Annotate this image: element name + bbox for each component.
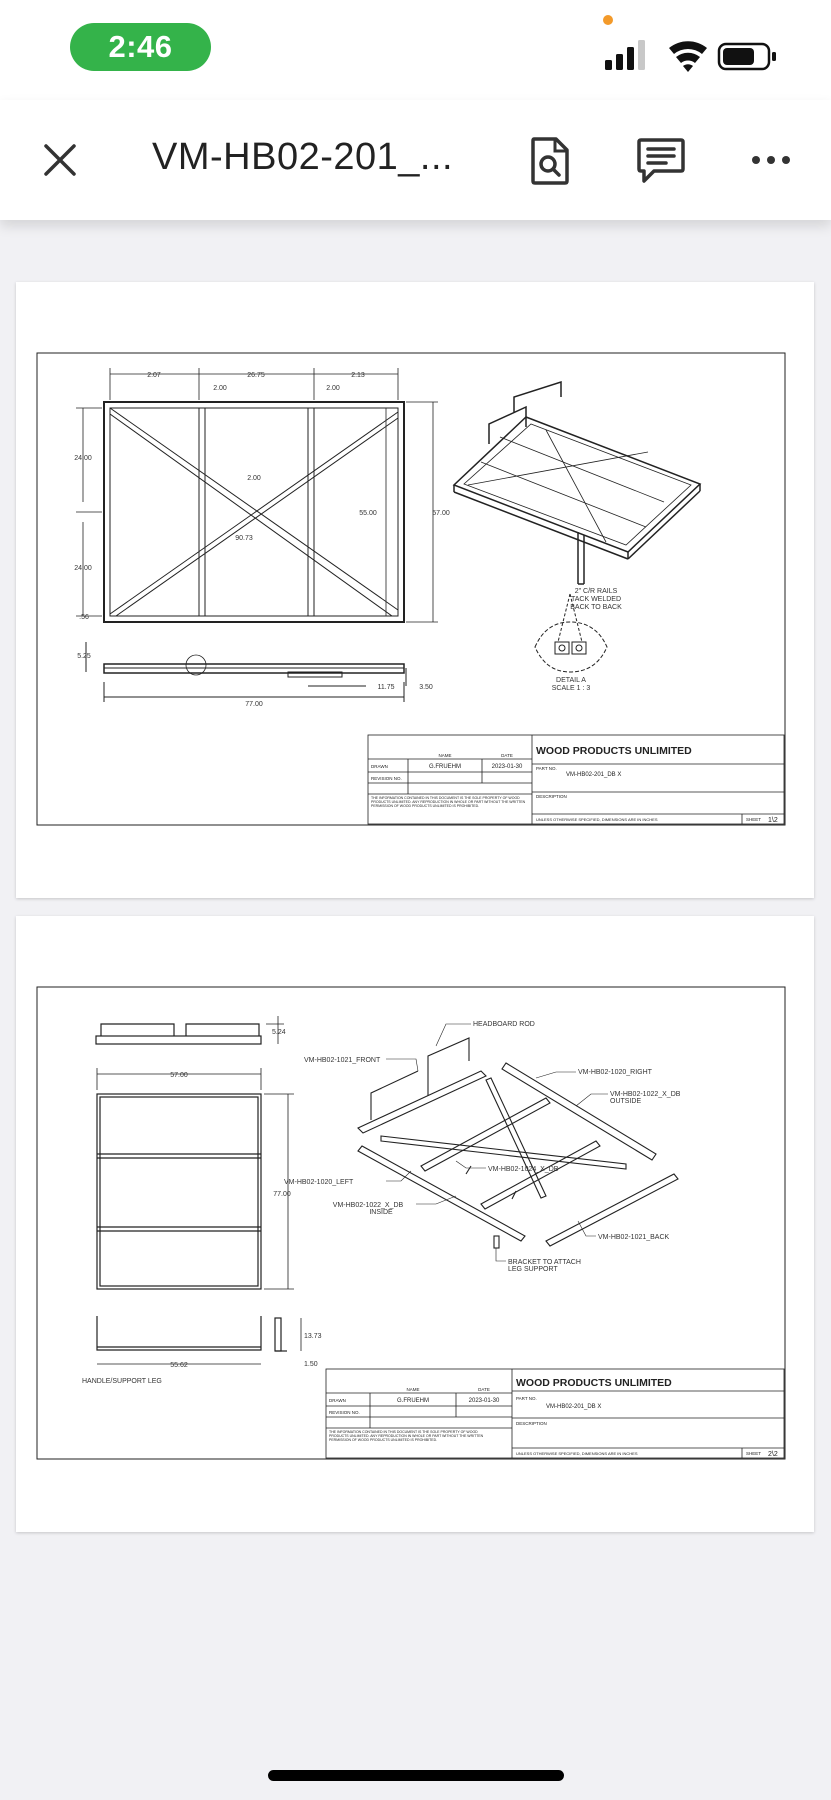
drawn-date: 2023-01-30 [491,764,523,770]
pdf-page-2[interactable] [16,916,814,1532]
note-line-3: BACK TO BACK [570,604,622,611]
notice-line-1: THE INFORMATION CONTAINED IN THIS DOCUMENT IS THE SOLE PROPERTY OF WOOD [329,1430,478,1434]
drawn-name: G.FRUEHM [429,764,461,770]
label-outside-2: OUTSIDE [610,1098,642,1105]
isometric-view [454,382,700,584]
wifi-icon [669,41,707,72]
home-indicator[interactable] [268,1770,564,1781]
note-line-1: 2" C/R RAILS [574,588,618,595]
dim-d9: 90.73 [235,535,253,542]
drawn-date: 2023-01-30 [468,1398,500,1404]
drawing-sheet-2 [36,986,786,1460]
company-name: WOOD PRODUCTS UNLIMITED [536,745,692,757]
part-label: PART NO. [516,1396,537,1401]
dim-d3: 2.13 [351,372,365,379]
note-line-2: TACK WELDED [570,596,622,603]
part-label: PART NO. [536,766,557,771]
part-number: VM-HB02-201_DB X [546,1404,602,1410]
top-view [96,1016,284,1044]
dim-d7: 24.00 [74,565,92,572]
battery-icon [719,44,776,69]
drawing-sheet-1 [36,352,786,826]
label-bracket-2: LEG SUPPORT [508,1266,558,1273]
notice-line-3: PERMISSION OF WOOD PRODUCTS UNLIMITED IS PROHIBITED. [329,1438,438,1442]
dim-d10: 55.00 [359,510,377,517]
date-header: DATE [501,753,513,758]
dim-d13: 5.25 [77,653,91,660]
company-name: WOOD PRODUCTS UNLIMITED [516,1377,672,1389]
handle-support-leg-view [97,1316,301,1364]
label-outside-1: VM-HB02-1022_X_DB [610,1091,681,1098]
privacy-indicator-dot [603,15,613,25]
sheet-number: 2\2 [768,1451,778,1458]
document-title: VM-HB02-201_... [152,136,454,178]
label-back: VM-HB02-1021_BACK [598,1234,670,1241]
label-handle: HANDLE/SUPPORT LEG [82,1378,162,1385]
dim-d1: 5.24 [272,1029,286,1036]
status-bar [0,0,831,100]
date-header: DATE [478,1387,490,1392]
label-inside-1: VM-HB02-1022_X_DB [332,1202,404,1209]
part-number: VM-HB02-201_DB X [566,772,622,778]
revision-label: REVISION NO. [329,1410,360,1415]
label-inside-2: INSIDE [369,1209,393,1216]
sheet-label: SHEET [746,1451,762,1456]
dim-d2: 57.00 [170,1072,188,1079]
notice-line-1: THE INFORMATION CONTAINED IN THIS DOCUMENT IS THE SOLE PROPERTY OF WOOD [371,796,520,800]
revision-label: REVISION NO. [371,776,402,781]
dim-d15: 3.50 [419,684,433,691]
label-bracket-1: BRACKET TO ATTACH [508,1259,581,1266]
dim-d14: 11.75 [377,684,395,691]
dim-d16: 77.00 [245,701,263,708]
document-search-icon[interactable] [528,136,572,186]
units-note: UNLESS OTHERWISE SPECIFIED, DIMENSIONS ARE IN INCHES [516,1451,638,1456]
dim-d8: 2.00 [247,475,261,482]
label-left: VM-HB02-1020_LEFT [284,1179,354,1186]
description-label: DESCRIPTION [536,794,567,799]
label-right: VM-HB02-1020_RIGHT [578,1069,652,1076]
pdf-page-1[interactable] [16,282,814,898]
signal-icon [605,40,645,70]
drawn-label: DRAWN [371,764,388,769]
document-toolbar [0,100,831,220]
dim-d4: 2.00 [213,385,227,392]
detail-scale: SCALE 1 : 3 [551,685,591,692]
dim-d4: 13.73 [304,1333,322,1340]
dimension-lines [76,368,438,622]
close-icon[interactable] [36,136,84,184]
label-front: VM-HB02-1021_FRONT [304,1057,381,1064]
dim-d11: 57.00 [432,510,450,517]
dim-d6: 24.00 [74,455,92,462]
dim-d2: 26.75 [247,372,265,379]
name-header: NAME [438,753,452,758]
comment-icon[interactable] [636,136,686,186]
more-icon[interactable] [750,150,792,170]
drawn-label: DRAWN [329,1398,346,1403]
description-label: DESCRIPTION [516,1421,547,1426]
dim-d1: 2.07 [147,372,161,379]
notice-line-3: PERMISSION OF WOOD PRODUCTS UNLIMITED IS PROHIBITED. [371,804,480,808]
label-center: VM-HB02-1024_X_DB [488,1166,559,1173]
dim-d5: 2.00 [326,385,340,392]
notice-line-2: PRODUCTS UNLIMITED. ANY REPRODUCTION IN WHOLE OR PART WITHOUT THE WRITTEN [371,800,526,804]
dim-d6: 1.50 [304,1361,318,1368]
dim-d5: 55.62 [170,1362,188,1369]
status-time[interactable]: 2:46 [70,23,211,71]
label-headboard-rod: HEADBOARD ROD [473,1021,535,1028]
dim-d3: 77.00 [273,1191,291,1198]
drawn-name: G.FRUEHM [397,1398,429,1404]
plan-view [97,1068,294,1289]
notice-line-2: PRODUCTS UNLIMITED. ANY REPRODUCTION IN WHOLE OR PART WITHOUT THE WRITTEN [329,1434,484,1438]
bottom-view [86,642,406,702]
detail-title: DETAIL A [556,677,586,684]
units-note: UNLESS OTHERWISE SPECIFIED, DIMENSIONS ARE IN INCHES [536,817,658,822]
sheet-label: SHEET [746,817,762,822]
status-icons [605,38,785,74]
name-header: NAME [406,1387,420,1392]
dim-d12: .56 [79,614,89,621]
sheet-number: 1\2 [768,817,778,824]
